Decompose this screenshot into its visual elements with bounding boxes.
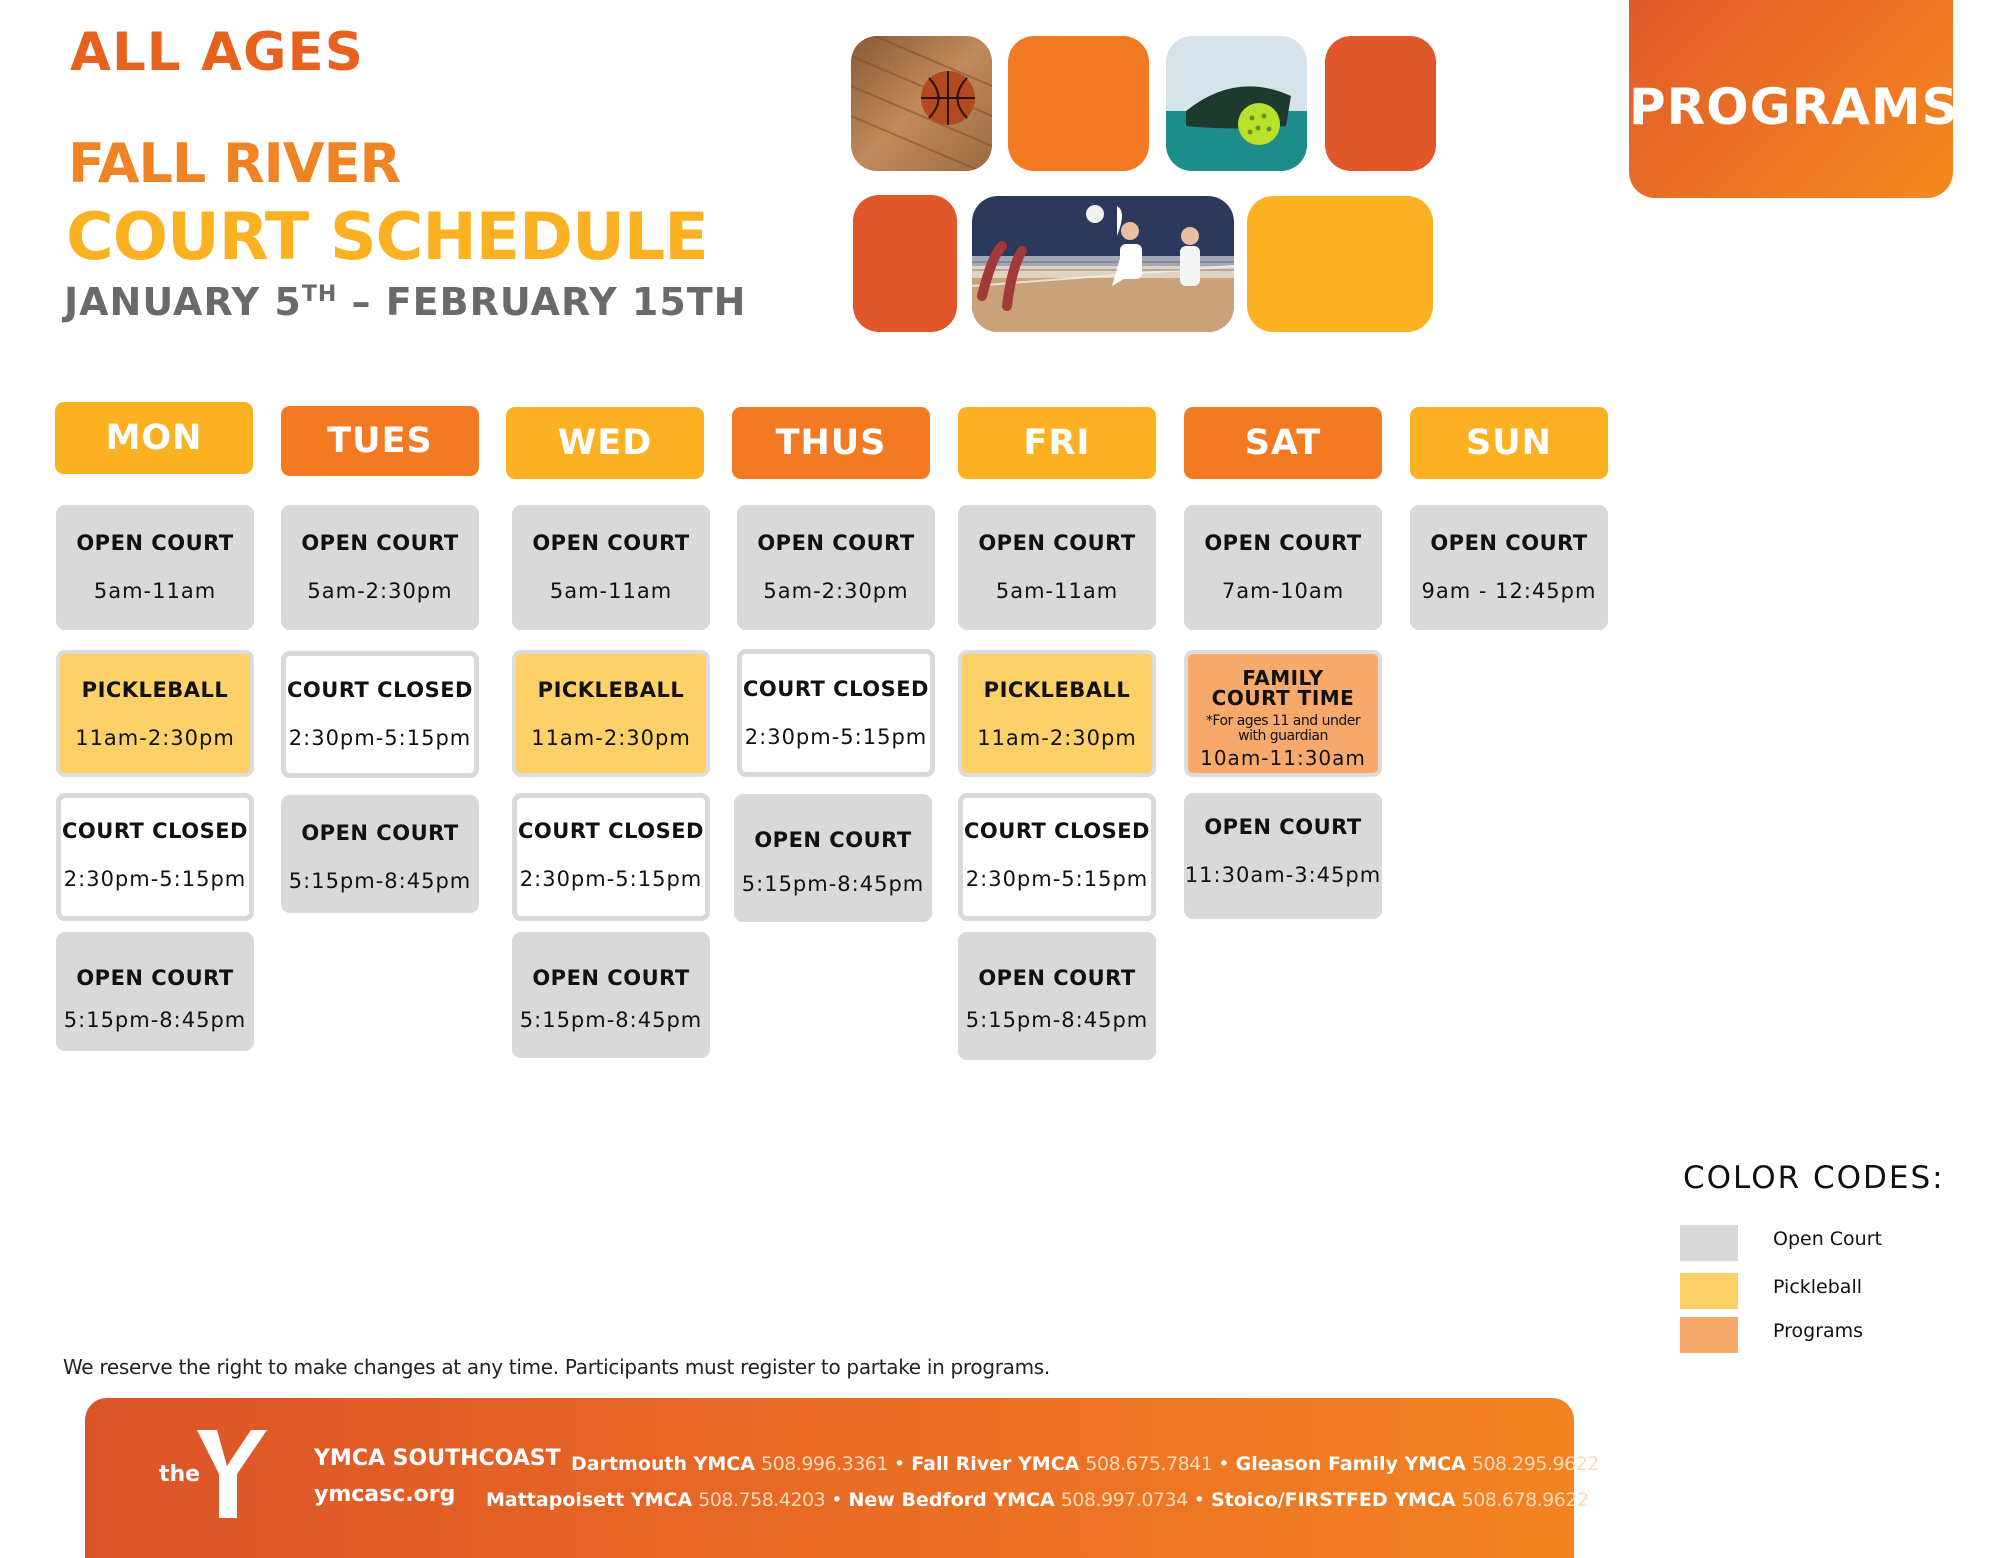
- org-website[interactable]: ymcasc.org: [314, 1482, 456, 1507]
- slot-title: OPEN COURT: [301, 531, 459, 555]
- locations-row-2: [486, 1489, 1589, 1511]
- location-name: Fall River YMCA: [911, 1453, 1080, 1475]
- slot-time: 11am-2:30pm: [977, 726, 1137, 750]
- slot-time: 5am-2:30pm: [307, 579, 453, 603]
- slot-title: OPEN COURT: [76, 531, 234, 555]
- location-phone: 508.295.9622: [1471, 1453, 1599, 1475]
- location-phone: 508.996.3361: [761, 1453, 888, 1475]
- day-header-wed: WED: [506, 407, 704, 479]
- basketball-photo: [851, 36, 992, 171]
- slot-card: [737, 505, 935, 630]
- slot-time: 10am-11:30am: [1200, 746, 1366, 770]
- date-start-suffix: TH: [301, 282, 338, 307]
- slot-title: FAMILY COURT TIME: [1211, 666, 1355, 710]
- legend-swatch-programs: [1680, 1317, 1738, 1353]
- logo-text-the: the: [159, 1462, 201, 1487]
- slot-card: [734, 794, 932, 922]
- slot-title: COURT CLOSED: [62, 819, 248, 843]
- location-name: Mattapoisett YMCA: [486, 1489, 693, 1511]
- day-header-thus: THUS: [732, 407, 930, 479]
- legend-title: COLOR CODES:: [1683, 1160, 1945, 1196]
- slot-card: [56, 505, 254, 630]
- slot-time: 5:15pm-8:45pm: [741, 872, 925, 896]
- slot-time: 5am-11am: [995, 579, 1119, 603]
- legend-swatch-open-court: [1680, 1225, 1738, 1261]
- slot-card: [1184, 505, 1382, 630]
- slot-card: [281, 651, 479, 778]
- date-start: JANUARY 5: [64, 280, 302, 324]
- legend-swatch-pickleball: [1680, 1273, 1738, 1309]
- slot-card: [56, 932, 254, 1051]
- slot-card: [512, 650, 710, 777]
- slot-time: 11:30am-3:45pm: [1184, 863, 1382, 887]
- logo-text-ymca: YMCA: [243, 1492, 262, 1516]
- slot-title: OPEN COURT: [76, 966, 234, 990]
- ymca-logo: [155, 1418, 285, 1518]
- slot-time: 11am-2:30pm: [75, 726, 235, 750]
- day-header-tues: TUES: [281, 406, 479, 476]
- legend-label: Programs: [1773, 1320, 1864, 1342]
- slot-card: [56, 650, 254, 777]
- slot-card: [1184, 793, 1382, 919]
- separator: •: [1218, 1453, 1230, 1475]
- audience-heading: ALL AGES: [70, 22, 364, 83]
- slot-card: [958, 932, 1156, 1060]
- slot-card: [56, 793, 254, 921]
- day-header-fri: FRI: [958, 407, 1156, 479]
- slot-card: [1410, 505, 1608, 630]
- red-orange-tile: [1325, 36, 1436, 171]
- slot-title: PICKLEBALL: [983, 678, 1131, 702]
- slot-title: OPEN COURT: [978, 531, 1136, 555]
- volleyball-photo: [972, 196, 1234, 332]
- slot-title: COURT CLOSED: [287, 678, 473, 702]
- location-phone: 508.675.7841: [1085, 1453, 1213, 1475]
- orange-tile: [1008, 36, 1149, 171]
- slot-title: OPEN COURT: [757, 531, 915, 555]
- slot-title: PICKLEBALL: [81, 678, 229, 702]
- slot-card: [958, 505, 1156, 630]
- slot-card: [958, 793, 1156, 921]
- slot-time: 7am-10am: [1221, 579, 1345, 603]
- slot-title: OPEN COURT: [1204, 531, 1362, 555]
- programs-tab-label: PROGRAMS: [1629, 78, 1959, 136]
- separator: •: [831, 1489, 843, 1511]
- day-header-sun: SUN: [1410, 407, 1608, 479]
- date-end: – FEBRUARY 15TH: [337, 280, 747, 324]
- red-orange-tile-small: [853, 195, 957, 332]
- locations-row-1: [571, 1453, 1599, 1475]
- yellow-tile: [1247, 196, 1433, 332]
- slot-time: 5am-2:30pm: [763, 579, 909, 603]
- location-name: Stoico/FIRSTFED YMCA: [1210, 1489, 1456, 1511]
- org-name: YMCA SOUTHCOAST: [314, 1446, 561, 1471]
- location-name: New Bedford YMCA: [848, 1489, 1055, 1511]
- slot-title: OPEN COURT: [754, 828, 912, 852]
- date-range: [64, 280, 746, 324]
- legend-label: Open Court: [1773, 1228, 1882, 1250]
- slot-title: COURT CLOSED: [964, 819, 1150, 843]
- slot-time: 2:30pm-5:15pm: [63, 867, 247, 891]
- slot-time: 2:30pm-5:15pm: [288, 726, 472, 750]
- slot-time: 5:15pm-8:45pm: [519, 1008, 703, 1032]
- slot-time: 2:30pm-5:15pm: [519, 867, 703, 891]
- separator: •: [1193, 1489, 1205, 1511]
- location-heading: FALL RIVER: [68, 132, 401, 195]
- slot-time: 2:30pm-5:15pm: [965, 867, 1149, 891]
- slot-title: OPEN COURT: [1430, 531, 1588, 555]
- slot-card: [1184, 650, 1382, 777]
- slot-card: [281, 505, 479, 630]
- slot-time: 5:15pm-8:45pm: [965, 1008, 1149, 1032]
- slot-time: 5:15pm-8:45pm: [63, 1008, 247, 1032]
- slot-title: OPEN COURT: [532, 966, 690, 990]
- slot-time: 9am - 12:45pm: [1421, 579, 1597, 603]
- location-phone: 508.678.9622: [1461, 1489, 1589, 1511]
- programs-tab: [1629, 0, 1959, 198]
- slot-card: [958, 650, 1156, 777]
- separator: •: [894, 1453, 906, 1475]
- slot-time: 5:15pm-8:45pm: [288, 869, 472, 893]
- slot-card: [512, 932, 710, 1058]
- day-header-sat: SAT: [1184, 407, 1382, 479]
- slot-title: COURT CLOSED: [518, 819, 704, 843]
- slot-title: COURT CLOSED: [743, 677, 929, 701]
- slot-time: 5am-11am: [549, 579, 673, 603]
- footer-banner: [85, 1398, 1599, 1558]
- slot-card: [512, 505, 710, 630]
- slot-title: OPEN COURT: [1204, 815, 1362, 839]
- location-name: Dartmouth YMCA: [571, 1453, 755, 1475]
- pickleball-photo: [1166, 36, 1307, 171]
- slot-title: OPEN COURT: [301, 821, 459, 845]
- location-name: Gleason Family YMCA: [1235, 1453, 1466, 1475]
- slot-time: 2:30pm-5:15pm: [744, 725, 928, 749]
- slot-title: PICKLEBALL: [537, 678, 685, 702]
- day-header-mon: MON: [55, 402, 253, 474]
- slot-card: [512, 793, 710, 921]
- disclaimer-text: We reserve the right to make changes at any time. Participants must register to partake in programs.: [63, 1355, 1050, 1379]
- slot-card: [737, 649, 935, 777]
- location-phone: 508.997.0734: [1060, 1489, 1188, 1511]
- slot-title: OPEN COURT: [532, 531, 690, 555]
- location-phone: 508.758.4203: [698, 1489, 826, 1511]
- legend-label: Pickleball: [1773, 1276, 1862, 1298]
- slot-time: 11am-2:30pm: [531, 726, 691, 750]
- slot-time: 5am-11am: [93, 579, 217, 603]
- slot-note: *For ages 11 and under with guardian: [1205, 713, 1361, 744]
- slot-title: OPEN COURT: [978, 966, 1136, 990]
- slot-card: [281, 795, 479, 913]
- page-title: COURT SCHEDULE: [66, 200, 708, 275]
